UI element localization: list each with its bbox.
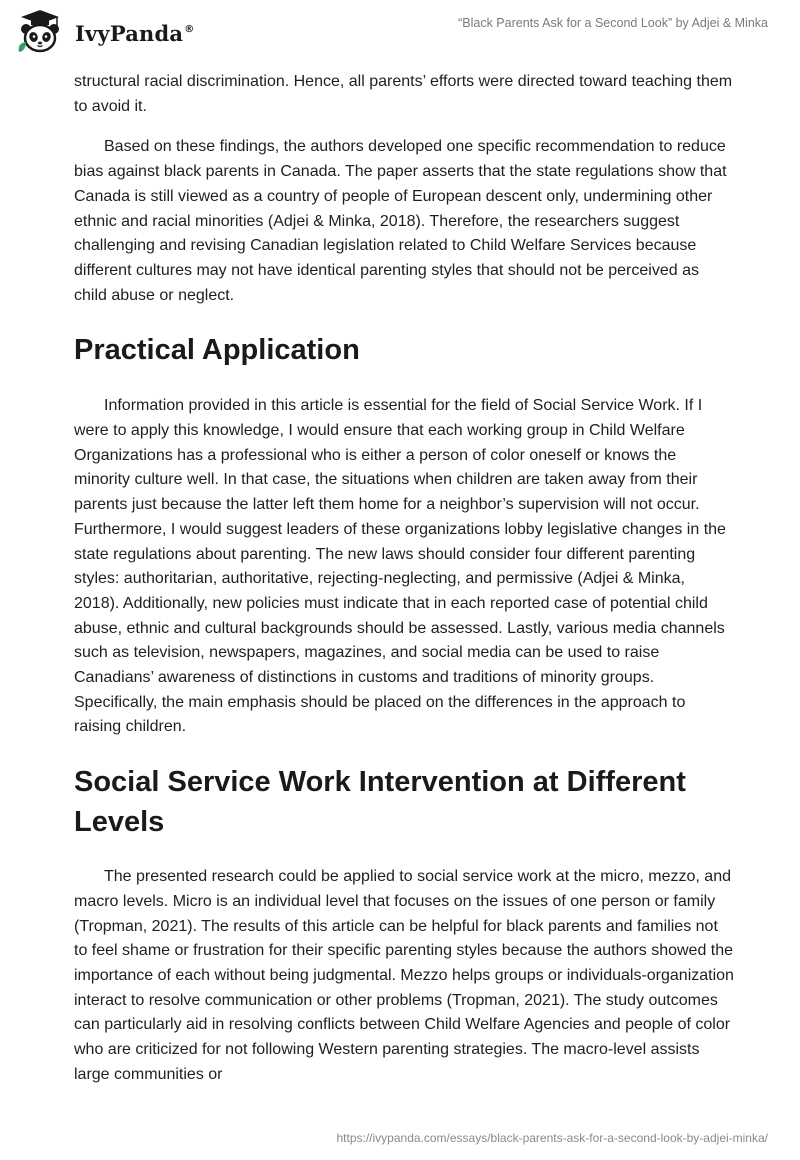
source-url[interactable]: https://ivypanda.com/essays/black-parents-ask-for-a-second-look-by-adjei-minka/	[336, 1131, 768, 1145]
heading-practical-application: Practical Application	[74, 334, 360, 367]
paragraph-practical-application: Information provided in this article is essential for the field of Social Service Work. If I were to apply this knowledge, I would ensure that each working group in Child Welfare Organizations has a professional who is either a person of color oneself or knows the minority culture well. In that case, the situations when children are taken away from their parents just because the latter left them home for a neighbor’s supervision will not occur. Furthermore, I would suggest leaders of these organizations lobby legislative changes in the state regulations about parenting. The new laws should consider four different parenting styles: authoritarian, authoritative, rejecting-neglecting, and permissive (Adjei & Minka, 2018). Additionally, new policies must indicate that in each reported case of potential child abuse, ethnic and cultural backgrounds should be assessed. Lastly, various media channels such as television, newspapers, magazines, and social media can be used to raise Canadians’ awareness of distinctions in customs and traditions of minority groups. Specifically, the main emphasis should be placed on the differences in the approach to raising children.	[74, 397, 726, 736]
logo-wordmark: IvyPanda®	[75, 20, 195, 46]
heading-intervention-levels: Social Service Work Intervention at Different Levels	[74, 766, 686, 839]
paragraph-continuation: structural racial discrimination. Hence, all parents’ efforts were directed toward teaching them to avoid it.	[74, 73, 733, 115]
paragraph-recommendation: Based on these findings, the authors developed one specific recommendation to reduce bias against black parents in Canada. The paper asserts that the state regulations show that Canada is still viewed as a country of people of European descent only, undermining other ethnic and racial minorities (Adjei & Minka, 2018). Therefore, the researchers suggest challenging and revising Canadian legislation related to Child Welfare Services because different cultures may not have identical parenting styles that should not be perceived as child abuse or neglect.	[74, 138, 727, 304]
panda-logo-icon	[13, 8, 67, 56]
document-title: “Black Parents Ask for a Second Look” by Adjei & Minka	[458, 16, 768, 30]
ivypanda-logo[interactable]	[13, 8, 194, 56]
paragraph-intervention-levels: The presented research could be applied to social service work at the micro, mezzo, and macro levels. Micro is an individual level that focuses on the issues of one person or family (Tropman, 2021). The results of this article can be helpful for black parents and families not to feel shame or frustration for their specific parenting styles because the authors showed the importance of each without being judgmental. Mezzo helps groups or individuals-organization interact to resolve communication or other problems (Tropman, 2021). The study outcomes can particularly aid in resolving conflicts between Child Welfare Agencies and people of color who are criticized for not following Western parenting strategies. The macro-level assists large communities or	[74, 868, 734, 1083]
essay-content	[74, 70, 734, 1088]
page-header	[0, 0, 800, 68]
